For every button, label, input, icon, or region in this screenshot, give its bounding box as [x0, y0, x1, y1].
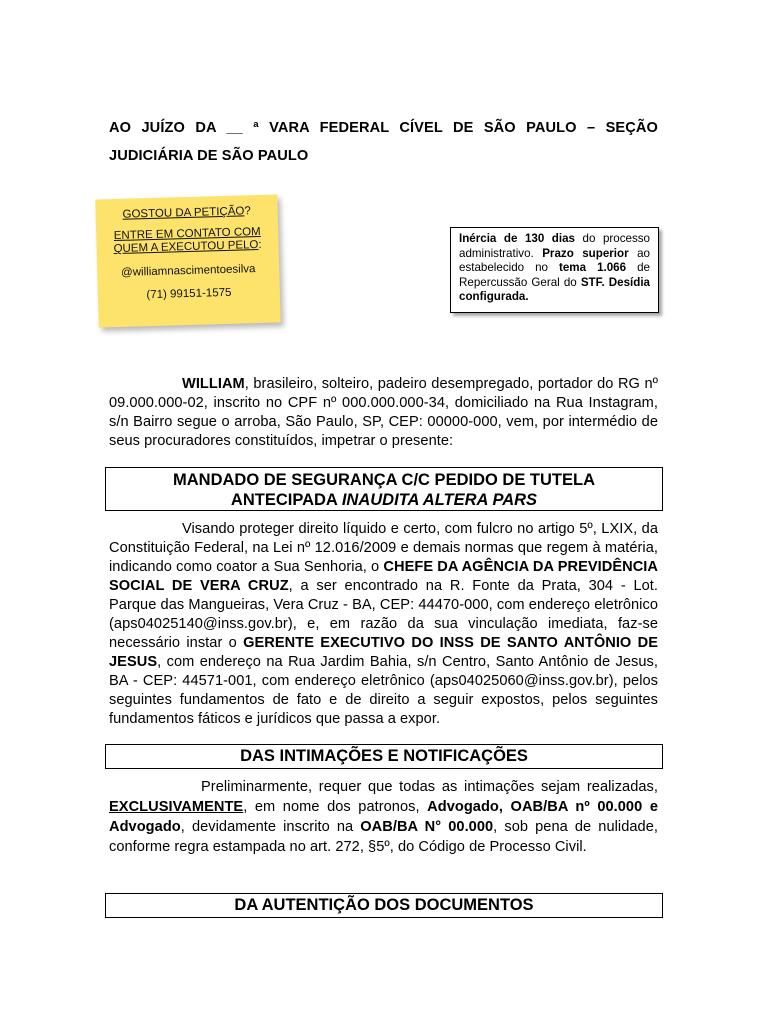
grounds-paragraph: Visando proteger direito líquido e certo, com fulcro no artigo 5º, LXIX, da Constituição Federal, na Lei nº 12.016/2009 e demais normas que regem à matéria, indicando como coator a Sua Senhoria, o CHEFE DA AGÊNCIA DA PREVIDÊNCIA SOCIAL DE VERA CRUZ, a ser encontrado na R. Fonte da Prata, 304 - Lot. Parque das Mangueiras, Vera Cruz - BA, CEP: 44470-000, com endereço eletrônico (aps04025140@inss.gov.br), e, em razão da sua vinculação imediata, faz-se necessário instar o GERENTE EXECUTIVO DO INSS DE SANTO ANTÔNIO DE JESUS, com endereço na Rua Jardim Bahia, s/n Centro, Santo Antônio de Jesus, BA - CEP: 44571-001, com endereço eletrônico (aps04025060@inss.gov.br), pelos seguintes fundamentos de fato e de direito a seguir expostos, pelos seguintes fundamentos fáticos e jurídicos que passa a expor.	[109, 521, 659, 727]
sticky-note-phone: (71) 99151-1575	[146, 286, 232, 302]
court-address-heading: AO JUÍZO DA __ ª VARA FEDERAL CÍVEL DE SÃO PAULO – SEÇÃO JUDICIÁRIA DE SÃO PAULO	[109, 120, 658, 164]
section-title-autenticacao: DA AUTENTIÇÃO DOS DOCUMENTOS	[105, 893, 663, 918]
intimacoes-paragraph: Preliminarmente, requer que todas as intimações sejam realizadas, EXCLUSIVAMENTE, em nome dos patronos, Advogado, OAB/BA nº 00.000 e Advogado, devidamente inscrito na OAB/BA N° 00.000, sob pena de nulidade, conforme regra estampada no art. 272, §5º, do Código de Processo Civil.	[109, 779, 658, 855]
contact-sticky-note	[95, 194, 281, 327]
petitioner-name: WILLIAM	[182, 376, 245, 392]
petitioner-intro-paragraph: WILLIAM, brasileiro, solteiro, padeiro desempregado, portador do RG nº 09.000.000-02, inscrito no CPF nº 000.000.000-34, domiciliado na Rua Instagram, s/n Bairro segue o arroba, São Paulo, SP, CEP: 00000-000, vem, por intermédio de seus procuradores constituídos, impetrar o presente:	[109, 376, 658, 449]
sticky-note-handle: @williamnascimentoesilva	[120, 263, 256, 279]
sticky-note-contact-prompt: ENTRE EM CONTATO COM QUEM A EXECUTOU PELO:	[113, 225, 262, 256]
petition-title-box: MANDADO DE SEGURANÇA C/C PEDIDO DE TUTELA ANTECIPADA INAUDITA ALTERA PARS	[105, 467, 663, 511]
summary-callout-box: Inércia de 130 dias do processo administrativo. Prazo superior ao estabelecido no tema 1.066 de Repercussão Geral do STF. Desídia configurada.	[450, 227, 659, 313]
section-title-intimacoes: DAS INTIMAÇÕES E NOTIFICAÇÕES	[105, 744, 663, 769]
sticky-note-question: GOSTOU DA PETIÇÃO?	[122, 205, 251, 221]
